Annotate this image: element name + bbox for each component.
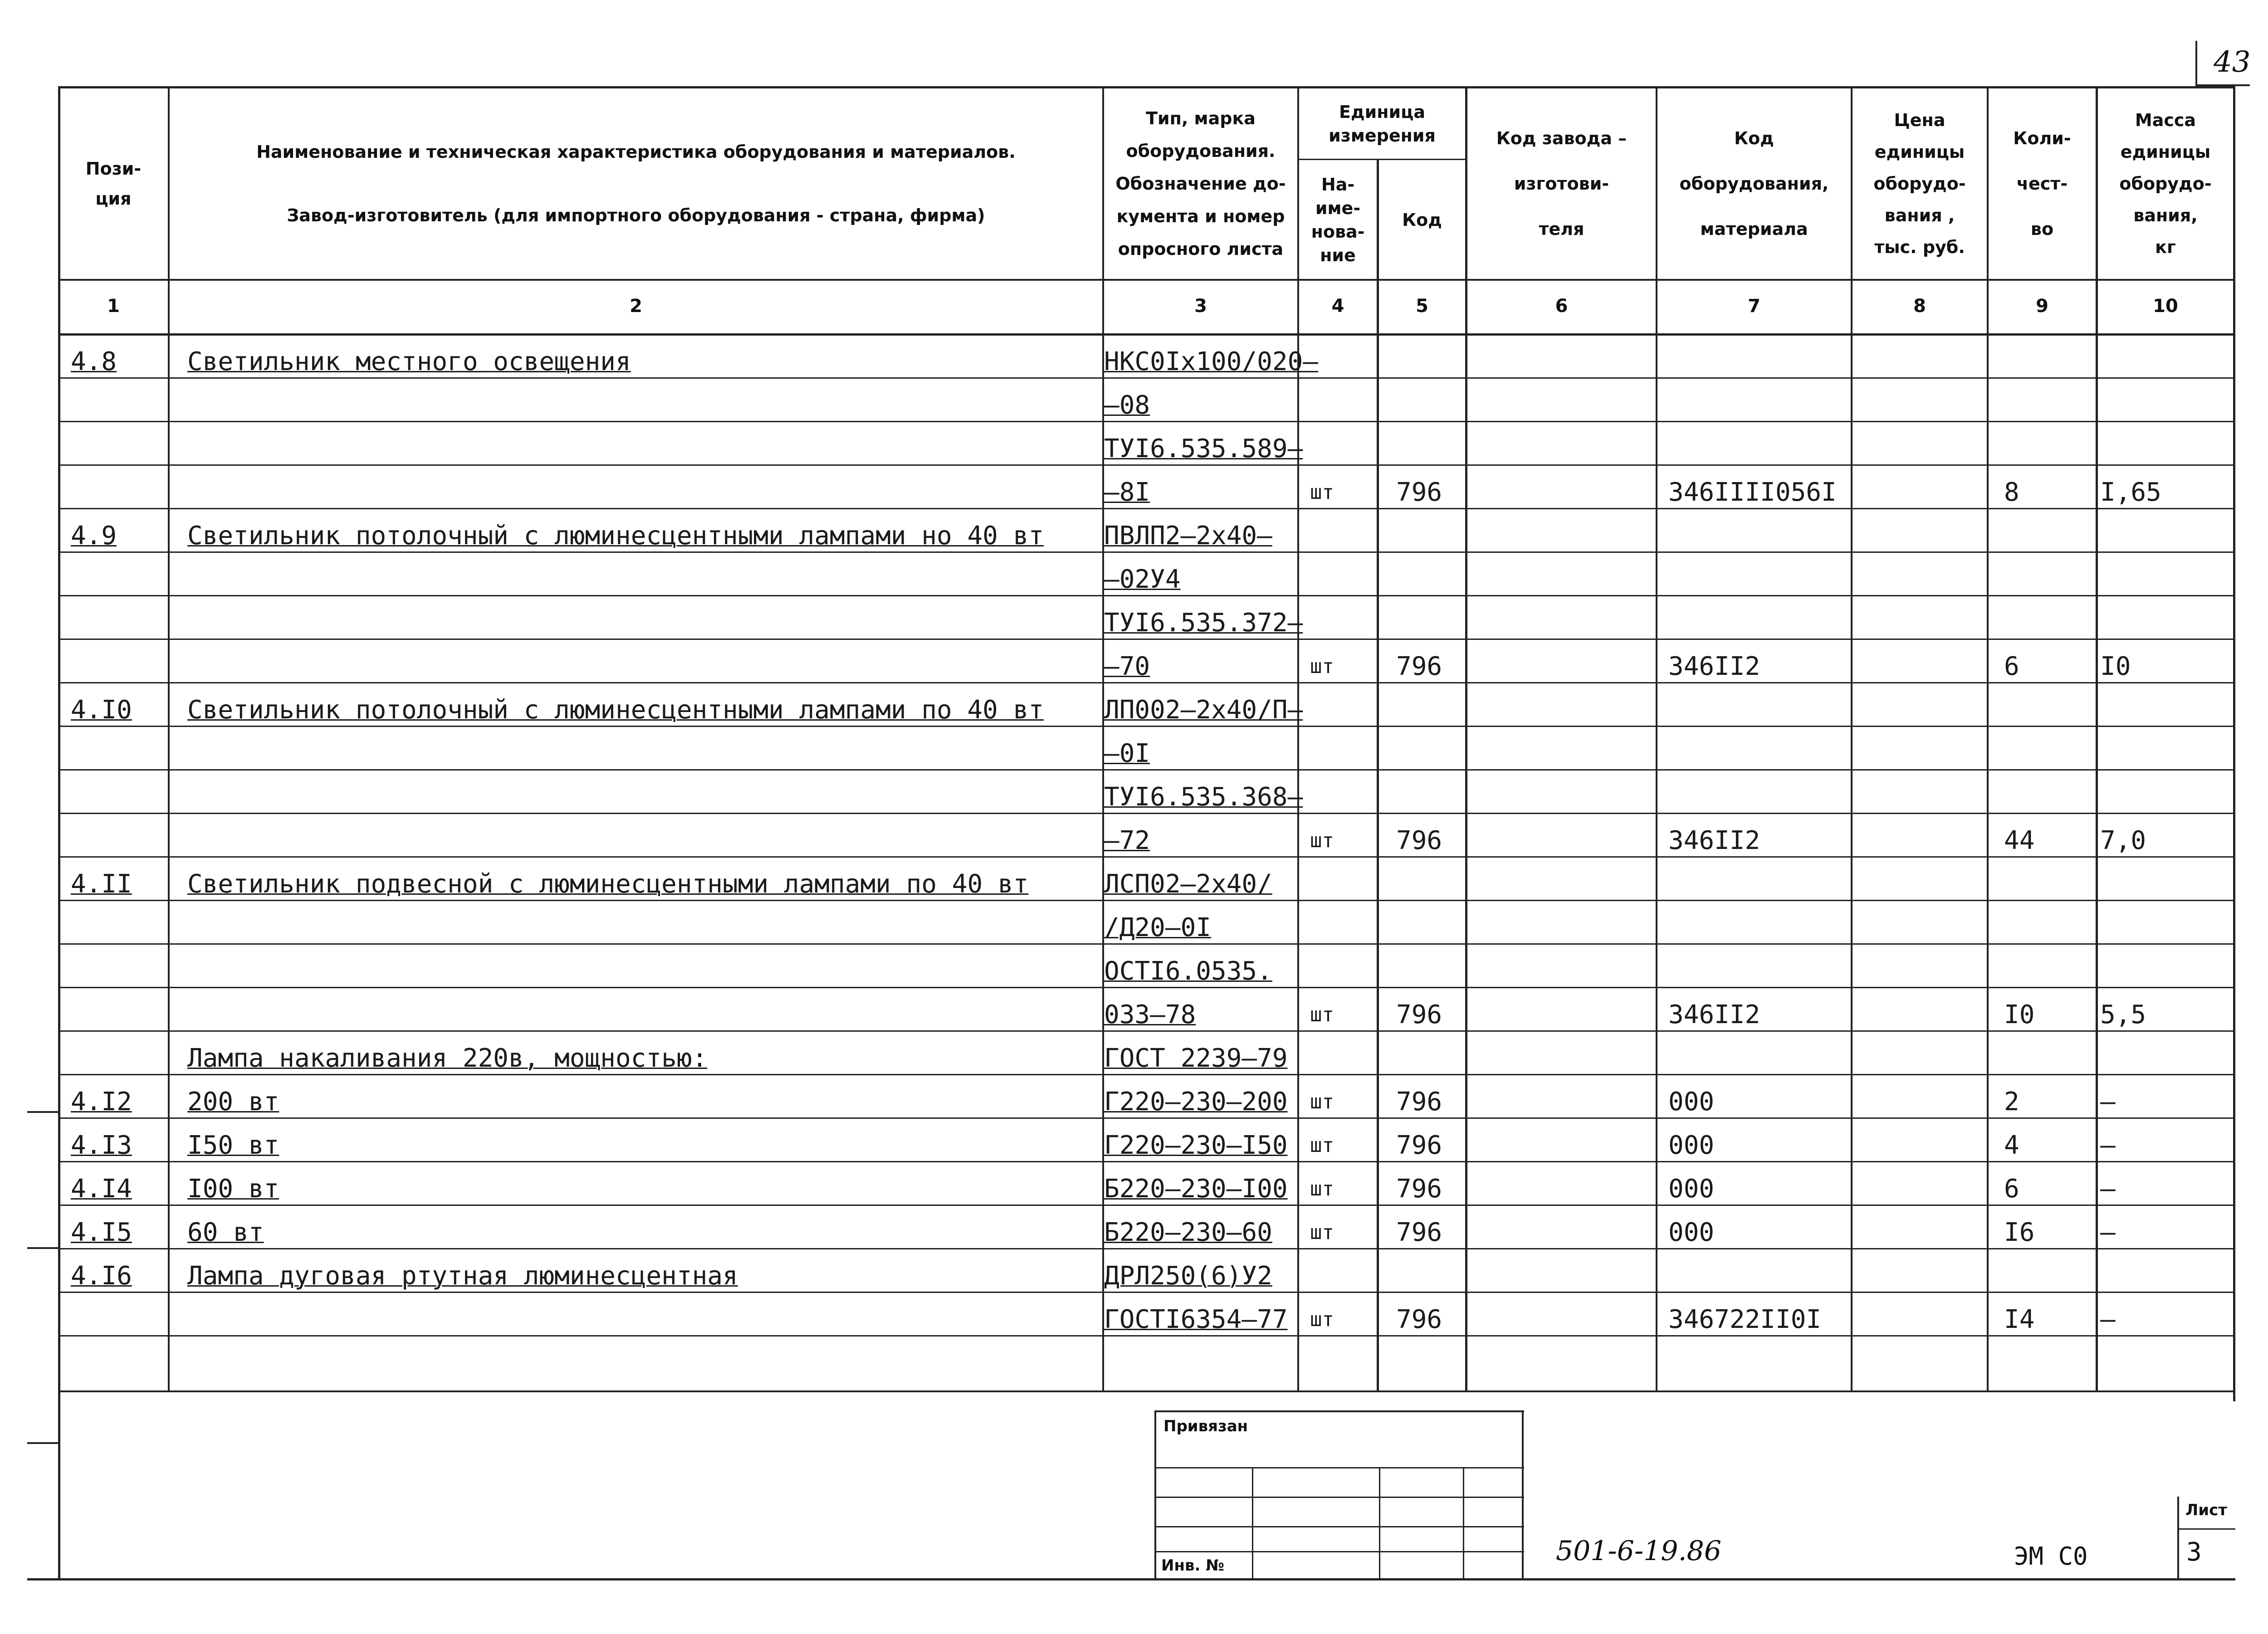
cell-quantity: 4: [2004, 1131, 2019, 1160]
table-row: [58, 684, 2235, 727]
table-row: [58, 771, 2235, 815]
cell-position: 4.I2: [71, 1087, 132, 1117]
table-row: [58, 597, 2235, 640]
cell-mass: –: [2100, 1218, 2116, 1247]
header-name: Наименование и техническая характеристика оборудования и материалов. Завод-изготовитель (для импортного оборудования - страна, фирма): [256, 142, 1016, 225]
sheet-number: 3: [2186, 1537, 2202, 1567]
header-mass: Масса единицы оборудо- вания, кг: [2119, 110, 2212, 257]
table-row: [58, 553, 2235, 597]
cell-unit-code: 796: [1396, 1087, 1442, 1117]
table-row: [58, 858, 2235, 902]
cell-type: ГОСТ 2239–79: [1104, 1044, 1288, 1073]
cell-position: 4.I6: [71, 1261, 132, 1291]
cell-name: Лампа дуговая ртутная люминесцентная: [187, 1261, 738, 1291]
cell-type: ГОСТI6354–77: [1104, 1305, 1288, 1334]
table-row: [58, 902, 2235, 945]
cell-unit-code: 796: [1396, 1131, 1442, 1160]
cell-type: Г220–230–I50: [1104, 1131, 1288, 1160]
col-number: 6: [1555, 296, 1568, 317]
cell-quantity: I6: [2004, 1218, 2035, 1247]
cell-unit: шт: [1310, 1308, 1334, 1331]
cell-material-code: 346722II0I: [1668, 1305, 1822, 1334]
cell-position: 4.I5: [71, 1218, 132, 1247]
col-number: 4: [1331, 296, 1344, 317]
cell-unit-code: 796: [1396, 652, 1442, 681]
table-row: [58, 815, 2235, 858]
cell-unit-code: 796: [1396, 1174, 1442, 1204]
document-code: 501-6-19.86: [1556, 1535, 1722, 1567]
cell-position: 4.I4: [71, 1174, 132, 1204]
cell-mass: 5,5: [2100, 1000, 2146, 1029]
stamp-inv-label: Инв. №: [1161, 1556, 1225, 1575]
header-plant-code: Код завода – изготови- теля: [1496, 128, 1627, 239]
header-unit-group: Единица измерения: [1329, 102, 1436, 146]
cell-unit: шт: [1310, 1134, 1334, 1157]
cell-material-code: 000: [1668, 1087, 1715, 1117]
cell-position: 4.I0: [71, 695, 132, 725]
table-row: [58, 1250, 2235, 1293]
cell-quantity: I4: [2004, 1305, 2035, 1334]
cell-unit: шт: [1310, 1177, 1334, 1200]
table-row: [58, 1337, 2235, 1380]
cell-material-code: 346II2: [1668, 652, 1760, 681]
stamp-bound-label: Привязан: [1163, 1417, 1248, 1435]
cell-position: 4.II: [71, 869, 132, 899]
cell-name: 60 вт: [187, 1218, 264, 1247]
header-price: Цена единицы оборудо- вания , тыс. руб.: [1873, 110, 1966, 257]
table-row: [58, 510, 2235, 553]
cell-type: ПВЛП2–2х40–: [1104, 521, 1272, 551]
cell-position: 4.8: [71, 347, 117, 376]
cell-type: ТУI6.535.589–: [1104, 434, 1303, 463]
table-row: [58, 1119, 2235, 1163]
cell-position: 4.I3: [71, 1131, 132, 1160]
cell-name: Светильник потолочный с люминесцентными лампами по 40 вт: [187, 695, 1044, 725]
cell-name: Лампа накаливания 220в, мощностью:: [187, 1044, 708, 1073]
sheet-mark: 43: [2214, 45, 2251, 79]
cell-name: I00 вт: [187, 1174, 279, 1204]
cell-material-code: 346II2: [1668, 1000, 1760, 1029]
document-mark: ЭМ С0: [2014, 1542, 2088, 1571]
col-number: 5: [1416, 296, 1428, 317]
cell-material-code: 346II2: [1668, 826, 1760, 855]
col-number: 2: [630, 296, 642, 317]
cell-name: Светильник подвесной с люминесцентными лампами по 40 вт: [187, 869, 1029, 899]
cell-type: ЛСП02–2х40/: [1104, 869, 1272, 899]
cell-type: Б220–230–60: [1104, 1218, 1272, 1247]
cell-material-code: 000: [1668, 1218, 1715, 1247]
cell-type: Б220–230–I00: [1104, 1174, 1288, 1204]
col-number: 3: [1194, 296, 1207, 317]
header-material-code: Код оборудования, материала: [1679, 128, 1829, 239]
cell-mass: 7,0: [2100, 826, 2146, 855]
cell-type: Г220–230–200: [1104, 1087, 1288, 1117]
table-row: [58, 1163, 2235, 1206]
cell-name: I50 вт: [187, 1131, 279, 1160]
table-row: [58, 1076, 2235, 1119]
table-row: [58, 1293, 2235, 1337]
cell-name: Светильник местного освещения: [187, 347, 631, 376]
cell-position: 4.9: [71, 521, 117, 551]
table-row: [58, 989, 2235, 1032]
cell-unit: шт: [1310, 829, 1334, 852]
cell-unit-code: 796: [1396, 1000, 1442, 1029]
table-row: [58, 336, 2235, 379]
table-row: [58, 1206, 2235, 1250]
cell-unit-code: 796: [1396, 1305, 1442, 1334]
cell-type: 033–78: [1104, 1000, 1196, 1029]
col-number: 1: [107, 296, 120, 317]
table-row: [58, 945, 2235, 989]
col-number: 7: [1748, 296, 1760, 317]
cell-type: –0I: [1104, 739, 1150, 768]
cell-type: –8I: [1104, 478, 1150, 507]
cell-unit-code: 796: [1396, 826, 1442, 855]
cell-quantity: 6: [2004, 652, 2019, 681]
header-quantity: Коли- чест- во: [2013, 128, 2071, 239]
table-row: [58, 640, 2235, 684]
header-unit-code: Код: [1402, 210, 1442, 230]
cell-material-code: 000: [1668, 1131, 1715, 1160]
cell-quantity: 8: [2004, 478, 2019, 507]
cell-type: –72: [1104, 826, 1150, 855]
cell-unit-code: 796: [1396, 1218, 1442, 1247]
header-unit-name: На- име- нова- ние: [1311, 175, 1365, 265]
cell-type: НКС0Iх100/020–: [1104, 347, 1319, 376]
cell-unit: шт: [1310, 1090, 1334, 1113]
cell-material-code: 346IIII056I: [1668, 478, 1837, 507]
header-position: Пози- ция: [85, 159, 142, 209]
cell-type: ТУI6.535.372–: [1104, 608, 1303, 638]
cell-unit: шт: [1310, 655, 1334, 678]
cell-material-code: 000: [1668, 1174, 1715, 1204]
cell-mass: I0: [2100, 652, 2131, 681]
col-number: 9: [2036, 296, 2048, 317]
cell-mass: –: [2100, 1131, 2116, 1160]
cell-type: –02У4: [1104, 565, 1181, 594]
cell-type: ТУI6.535.368–: [1104, 782, 1303, 812]
header-type: Тип, марка оборудования. Обозначение до- кумента и номер опросного листа: [1115, 108, 1286, 259]
cell-type: ЛП002–2х40/П–: [1104, 695, 1303, 725]
cell-type: ОСТI6.0535.: [1104, 956, 1272, 986]
cell-type: /Д20–0I: [1104, 913, 1212, 942]
table-row: [58, 466, 2235, 510]
cell-name: Светильник потолочный с люминесцентными лампами но 40 вт: [187, 521, 1044, 551]
cell-name: 200 вт: [187, 1087, 279, 1117]
cell-type: ДРЛ250(6)У2: [1104, 1261, 1272, 1291]
col-number: 8: [1913, 296, 1926, 317]
table-row: [58, 423, 2235, 466]
cell-unit: шт: [1310, 1003, 1334, 1026]
table-row: [58, 727, 2235, 771]
col-number: 10: [2153, 296, 2178, 317]
cell-type: –08: [1104, 390, 1150, 420]
cell-quantity: 2: [2004, 1087, 2019, 1117]
cell-unit: шт: [1310, 481, 1334, 504]
cell-unit: шт: [1310, 1221, 1334, 1244]
cell-mass: –: [2100, 1174, 2116, 1204]
table-row: [58, 1032, 2235, 1076]
cell-mass: –: [2100, 1087, 2116, 1117]
cell-type: –70: [1104, 652, 1150, 681]
sheet-label: Лист: [2185, 1501, 2227, 1519]
cell-mass: I,65: [2100, 478, 2161, 507]
cell-unit-code: 796: [1396, 478, 1442, 507]
cell-quantity: I0: [2004, 1000, 2035, 1029]
cell-quantity: 6: [2004, 1174, 2019, 1204]
table-row: [58, 379, 2235, 423]
cell-quantity: 44: [2004, 826, 2035, 855]
cell-mass: –: [2100, 1305, 2116, 1334]
